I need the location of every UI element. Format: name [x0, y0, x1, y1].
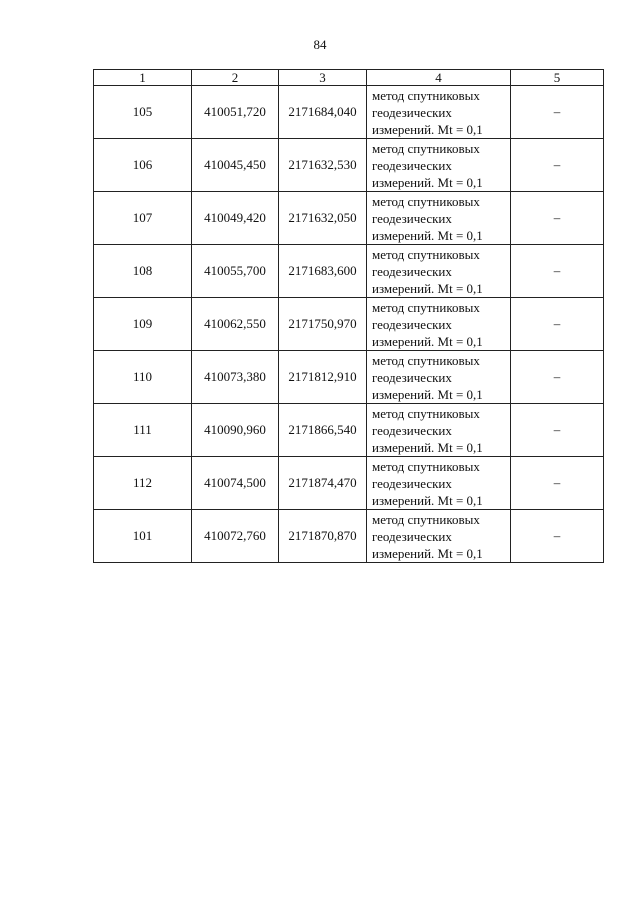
x-coordinate-cell: 410090,960: [192, 404, 279, 457]
column-header: 2: [192, 70, 279, 86]
note-cell: –: [511, 139, 604, 192]
table-body: [94, 70, 604, 563]
table-row: [94, 139, 604, 192]
method-cell: [367, 245, 511, 298]
x-coordinate-cell: 410074,500: [192, 457, 279, 510]
y-coordinate-cell: 2171812,910: [279, 351, 367, 404]
note-cell: –: [511, 192, 604, 245]
point-number-cell: 109: [94, 298, 192, 351]
y-coordinate-cell: 2171866,540: [279, 404, 367, 457]
table-row: [94, 245, 604, 298]
table-row: [94, 510, 604, 563]
method-text-line: метод спутниковых: [372, 352, 480, 368]
point-number-cell: 105: [94, 86, 192, 139]
y-coordinate-cell: 2171683,600: [279, 245, 367, 298]
x-coordinate-cell: 410049,420: [192, 192, 279, 245]
x-coordinate-cell: 410073,380: [192, 351, 279, 404]
method-cell: [367, 298, 511, 351]
method-text-line: измерений. Mt = 0,1: [372, 280, 483, 296]
method-text-line: метод спутниковых: [372, 405, 480, 421]
y-coordinate-cell: 2171632,530: [279, 139, 367, 192]
method-cell: [367, 86, 511, 139]
method-text-line: геодезических: [372, 475, 452, 491]
method-text-line: геодезических: [372, 316, 452, 332]
method-text-line: геодезических: [372, 422, 452, 438]
x-coordinate-cell: 410072,760: [192, 510, 279, 563]
point-number-cell: 112: [94, 457, 192, 510]
method-text-line: измерений. Mt = 0,1: [372, 333, 483, 349]
method-cell: [367, 139, 511, 192]
method-text-line: измерений. Mt = 0,1: [372, 492, 483, 508]
method-cell: [367, 192, 511, 245]
note-cell: –: [511, 457, 604, 510]
table-row: [94, 86, 604, 139]
method-cell: [367, 510, 511, 563]
note-cell: –: [511, 298, 604, 351]
x-coordinate-cell: 410051,720: [192, 86, 279, 139]
table-row: [94, 298, 604, 351]
y-coordinate-cell: 2171870,870: [279, 510, 367, 563]
method-cell: [367, 404, 511, 457]
method-text-line: геодезических: [372, 157, 452, 173]
note-cell: –: [511, 351, 604, 404]
point-number-cell: 110: [94, 351, 192, 404]
method-text-line: измерений. Mt = 0,1: [372, 439, 483, 455]
method-text-line: метод спутниковых: [372, 511, 480, 527]
table-row: [94, 351, 604, 404]
column-header: 1: [94, 70, 192, 86]
point-number-cell: 108: [94, 245, 192, 298]
method-text-line: измерений. Mt = 0,1: [372, 386, 483, 402]
method-text-line: геодезических: [372, 528, 452, 544]
x-coordinate-cell: 410045,450: [192, 139, 279, 192]
method-text-line: геодезических: [372, 210, 452, 226]
method-text-line: метод спутниковых: [372, 246, 480, 262]
point-number-cell: 101: [94, 510, 192, 563]
table-row: [94, 457, 604, 510]
method-text-line: геодезических: [372, 369, 452, 385]
method-text-line: геодезических: [372, 104, 452, 120]
point-number-cell: 106: [94, 139, 192, 192]
column-header: 3: [279, 70, 367, 86]
x-coordinate-cell: 410055,700: [192, 245, 279, 298]
y-coordinate-cell: 2171632,050: [279, 192, 367, 245]
note-cell: –: [511, 404, 604, 457]
method-text-line: метод спутниковых: [372, 87, 480, 103]
note-cell: –: [511, 245, 604, 298]
table-header-row: [94, 70, 604, 86]
page-number: 84: [313, 37, 327, 52]
coordinates-table: [93, 69, 604, 563]
method-text-line: метод спутниковых: [372, 299, 480, 315]
table-row: [94, 404, 604, 457]
point-number-cell: 111: [94, 404, 192, 457]
method-text-line: метод спутниковых: [372, 458, 480, 474]
method-cell: [367, 351, 511, 404]
note-cell: –: [511, 510, 604, 563]
method-cell: [367, 457, 511, 510]
method-text-line: измерений. Mt = 0,1: [372, 545, 483, 561]
y-coordinate-cell: 2171750,970: [279, 298, 367, 351]
y-coordinate-cell: 2171684,040: [279, 86, 367, 139]
method-text-line: измерений. Mt = 0,1: [372, 174, 483, 190]
column-header: 5: [511, 70, 604, 86]
table-row: [94, 192, 604, 245]
method-text-line: измерений. Mt = 0,1: [372, 121, 483, 137]
method-text-line: измерений. Mt = 0,1: [372, 227, 483, 243]
point-number-cell: 107: [94, 192, 192, 245]
x-coordinate-cell: 410062,550: [192, 298, 279, 351]
y-coordinate-cell: 2171874,470: [279, 457, 367, 510]
method-text-line: метод спутниковых: [372, 140, 480, 156]
method-text-line: метод спутниковых: [372, 193, 480, 209]
method-text-line: геодезических: [372, 263, 452, 279]
note-cell: –: [511, 86, 604, 139]
column-header: 4: [367, 70, 511, 86]
